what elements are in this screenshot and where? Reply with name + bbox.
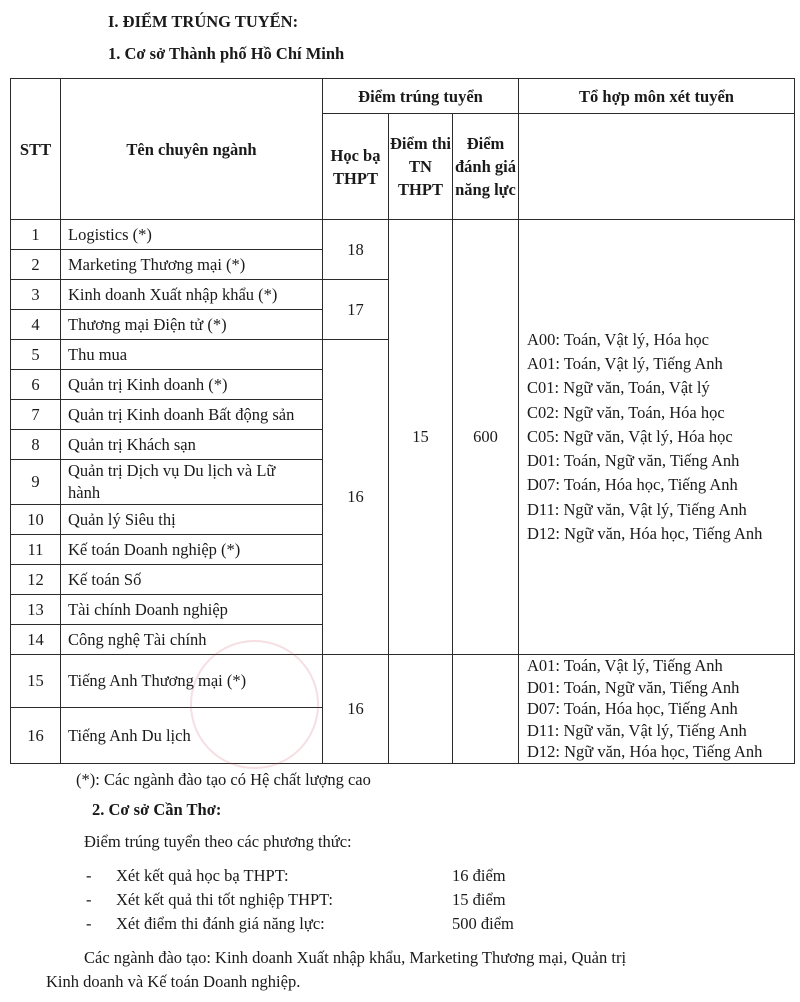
row-major-name: Quản trị Kinh doanh (*) [61,370,323,400]
programs-line-2: Kinh doanh và Kế toán Doanh nghiệp. [46,972,301,991]
method-label: Xét kết quả thi tốt nghiệp THPT: [116,890,334,909]
header-dgnl: Điểm đánh giá năng lực [453,114,519,220]
method-value: 500 điểm [452,914,514,933]
row-stt: 5 [11,340,61,370]
row-major-name: Thương mại Điện tử (*) [61,310,323,340]
row-major-name: Tiếng Anh Du lịch [61,708,323,764]
campus2-intro: Điểm trúng tuyển theo các phương thức: [84,832,352,851]
row-major-name: Kế toán Số [61,565,323,595]
combo-item: D07: Toán, Hóa học, Tiếng Anh [527,699,738,719]
combo-item: C01: Ngữ văn, Toán, Vật lý [527,378,710,398]
row-major-name: Kế toán Doanh nghiệp (*) [61,535,323,565]
row-stt: 13 [11,595,61,625]
combo-item: D12: Ngữ văn, Hóa học, Tiếng Anh [527,523,763,543]
header-stt: STT [11,79,61,220]
row-stt: 9 [11,460,61,505]
combo-item: A01: Toán, Vật lý, Tiếng Anh [527,656,723,676]
combo-item: D11: Ngữ văn, Vật lý, Tiếng Anh [527,499,747,519]
row-stt: 16 [11,708,61,764]
hoc-ba-score: 16 [323,340,389,655]
header-subject-combo: Tổ hợp môn xét tuyển [519,79,795,114]
combo-item: D11: Ngữ văn, Vật lý, Tiếng Anh [527,720,747,740]
row-stt: 2 [11,250,61,280]
row-major-name: Thu mua [61,340,323,370]
combo-item: A01: Toán, Vật lý, Tiếng Anh [527,354,723,374]
header-thi-tn: Điểm thi TN THPT [389,114,453,220]
row-major-name: Quản lý Siêu thị [61,505,323,535]
section-heading: I. ĐIỂM TRÚNG TUYỂN: [108,12,299,31]
thi-tn-blank [389,655,453,764]
combo-item: C02: Ngữ văn, Toán, Hóa học [527,402,725,422]
combo-item: C05: Ngữ văn, Vật lý, Hóa học [527,426,733,446]
hoc-ba-score: 16 [323,655,389,764]
row-major-name: Quản trị Khách sạn [61,430,323,460]
method-value: 15 điểm [452,890,506,909]
hoc-ba-score: 17 [323,280,389,340]
method-dash: - [86,914,92,933]
row-stt: 4 [11,310,61,340]
row-major-name: Quản trị Kinh doanh Bất động sản [61,400,323,430]
combo-list-english [519,655,795,764]
row-stt: 3 [11,280,61,310]
row-major-name: Công nghệ Tài chính [61,625,323,655]
hoc-ba-score: 18 [323,220,389,280]
method-value: 16 điểm [452,866,506,885]
combo-item: D01: Toán, Ngữ văn, Tiếng Anh [527,451,740,471]
row-major-name: Tiếng Anh Thương mại (*) [61,655,323,708]
thi-tn-score: 15 [389,220,453,655]
row-stt: 12 [11,565,61,595]
footnote: (*): Các ngành đào tạo có Hệ chất lượng cao [76,770,371,789]
row-stt: 6 [11,370,61,400]
row-stt: 8 [11,430,61,460]
combo-item: D07: Toán, Hóa học, Tiếng Anh [527,475,738,495]
method-dash: - [86,890,92,909]
dgnl-blank [453,655,519,764]
row-stt: 11 [11,535,61,565]
header-hoc-ba: Học bạ THPT [323,114,389,220]
row-major-name: Tài chính Doanh nghiệp [61,595,323,625]
row-stt: 15 [11,655,61,708]
campus1-heading: 1. Cơ sở Thành phố Hồ Chí Minh [108,44,345,63]
header-combo-blank [519,114,795,220]
row-major-name: Quản trị Dịch vụ Du lịch và Lữ hành [61,460,323,505]
method-dash: - [86,866,92,885]
method-label: Xét điểm thi đánh giá năng lực: [116,914,325,933]
programs-line-1: Các ngành đào tạo: Kinh doanh Xuất nhập khẩu, Marketing Thương mại, Quản trị [84,948,627,967]
method-label: Xét kết quả học bạ THPT: [116,866,289,885]
row-stt: 7 [11,400,61,430]
dgnl-score: 600 [453,220,519,655]
combo-item: D12: Ngữ văn, Hóa học, Tiếng Anh [527,742,763,762]
header-score-group: Điểm trúng tuyển [323,79,519,114]
row-major-name: Marketing Thương mại (*) [61,250,323,280]
row-stt: 14 [11,625,61,655]
row-stt: 1 [11,220,61,250]
admission-score-table [10,78,795,764]
row-major-name: Kinh doanh Xuất nhập khẩu (*) [61,280,323,310]
combo-item: A00: Toán, Vật lý, Hóa học [527,330,709,350]
row-stt: 10 [11,505,61,535]
header-major-name: Tên chuyên ngành [61,79,323,220]
combo-list-main [519,220,795,655]
row-major-name: Logistics (*) [61,220,323,250]
campus2-heading: 2. Cơ sở Cần Thơ: [92,800,222,819]
combo-item: D01: Toán, Ngữ văn, Tiếng Anh [527,677,740,697]
